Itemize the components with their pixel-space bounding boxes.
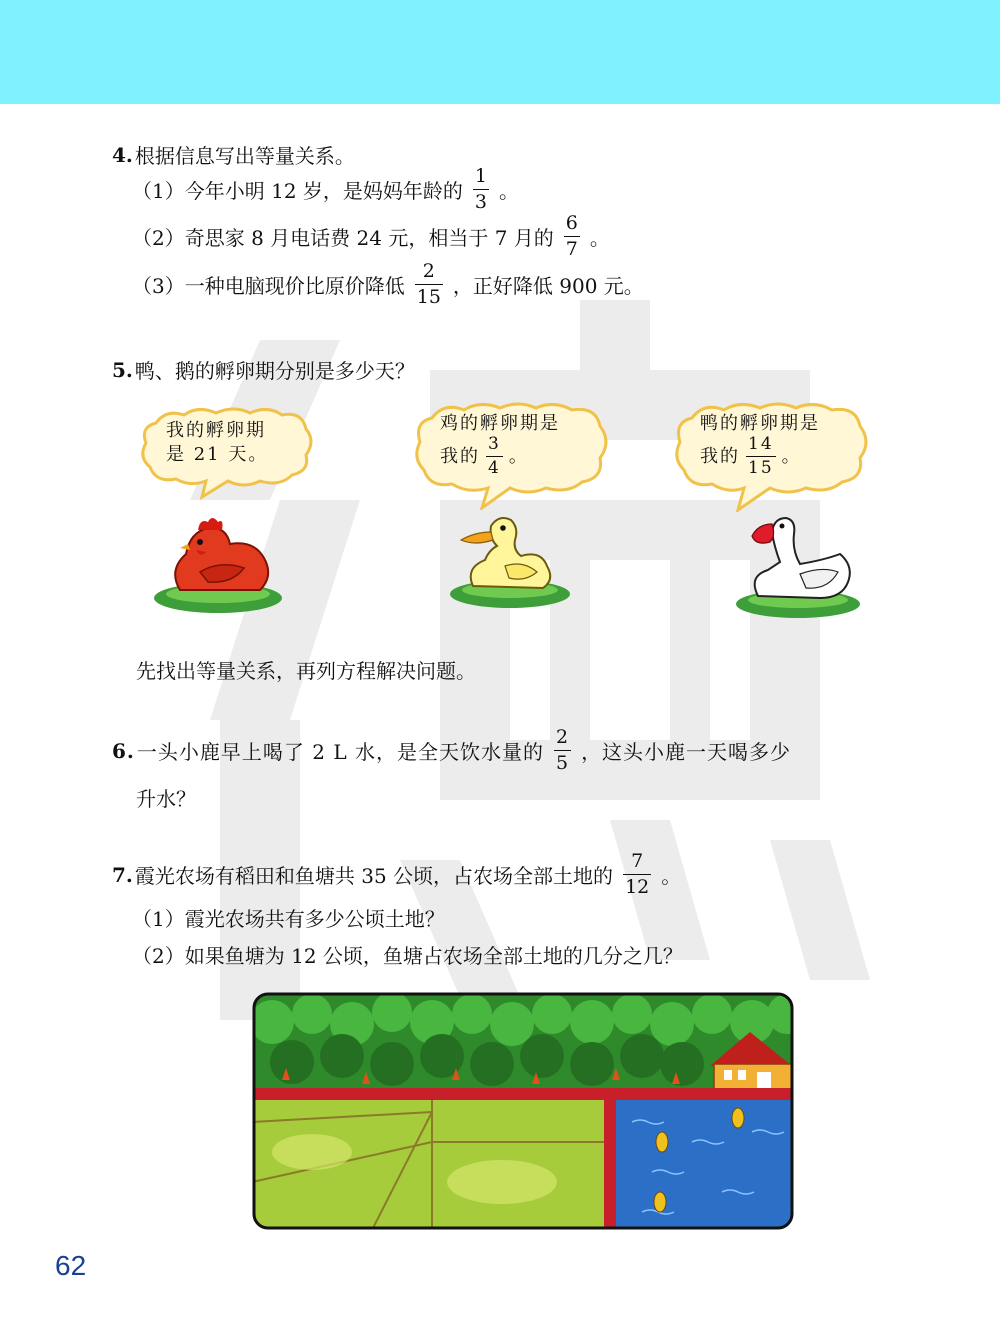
fraction: $\frac{3}{4}$ — [488, 434, 501, 479]
fraction: $\frac{7}{12}$ — [625, 850, 650, 898]
q4-title: 4. 根据信息写出等量关系。 — [112, 142, 355, 168]
speech-bubble-chicken: 我的孵卵期 是 21 天。 — [136, 405, 316, 500]
q6-line-2: 升水？ — [136, 787, 196, 811]
q4-item-1: （1） 今年小明 12 岁，是妈妈年龄的 $\frac{1}{3}$ 。 — [132, 165, 519, 213]
q4-item-3: （3） 一种电脑现价比原价降低 $\frac{2}{15}$ ，正好降低 900 元。 — [132, 260, 644, 308]
q4-item-2: （2） 奇思家 8 月电话费 24 元，相当于 7 月的 $\frac{6}{7}$ 。 — [132, 212, 610, 260]
fraction: $\frac{1}{3}$ — [474, 165, 487, 213]
duck-illustration — [445, 510, 575, 610]
q6-line-1: 6. 一头小鹿早上喝了 2 L 水，是全天饮水量的 $\frac{2}{5}$ ，这头小鹿一天喝多少 — [112, 726, 792, 774]
fraction: $\frac{6}{7}$ — [565, 212, 578, 260]
page-number: 62 — [55, 1250, 87, 1281]
q5-title: 5. 鸭、鹅的孵卵期分别是多少天？ — [112, 357, 415, 383]
hen-illustration — [150, 510, 285, 615]
header-band — [0, 0, 1000, 104]
goose-illustration — [730, 510, 865, 620]
farm-illustration — [252, 992, 794, 1230]
q7-item-2: （2） 如果鱼塘为 12 公顷，鱼塘占农场全部土地的几分之几？ — [132, 944, 683, 968]
speech-bubble-goose: 鸭的孵卵期是 我的 $\frac{14}{15}$ 。 — [672, 400, 872, 512]
q7-title: 7. 霞光农场有稻田和鱼塘共 35 公顷，占农场全部土地的 $\frac{7}{12}$ 。 — [112, 850, 682, 898]
q7-item-1: （1） 霞光农场共有多少公顷土地？ — [132, 907, 445, 931]
fraction: $\frac{14}{15}$ — [748, 434, 774, 479]
fraction: $\frac{2}{5}$ — [555, 726, 570, 774]
q5-hint: 先找出等量关系，再列方程解决问题。 — [136, 659, 476, 683]
speech-bubble-duck: 鸡的孵卵期是 我的 $\frac{3}{4}$ 。 — [412, 400, 612, 510]
fraction: $\frac{2}{15}$ — [416, 260, 441, 308]
